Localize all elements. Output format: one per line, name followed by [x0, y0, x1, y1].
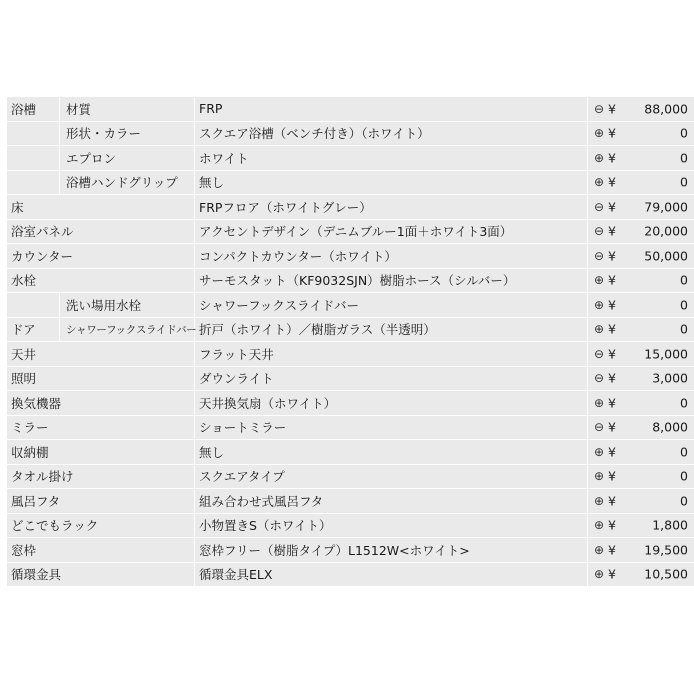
row-price: [588, 121, 694, 146]
row-price: [588, 562, 694, 587]
row-description: スクエアタイプ: [195, 464, 588, 489]
row-description: FRPフロア（ホワイトグレー）: [195, 195, 588, 220]
yen-sign: ¥: [608, 468, 616, 484]
yen-sign: ¥: [608, 370, 616, 386]
row-price: [588, 415, 694, 440]
price-amount: 1,800: [652, 517, 688, 533]
yen-sign: ¥: [608, 517, 616, 533]
circle-plus-icon: ⊕: [594, 469, 605, 484]
price-amount: 0: [680, 444, 688, 460]
circle-minus-icon: ⊖: [594, 199, 605, 214]
price-amount: 0: [680, 297, 688, 313]
row-subcategory: 形状・カラー: [60, 121, 195, 146]
row-category: タオル掛け: [7, 464, 195, 489]
row-category: [7, 121, 60, 146]
row-description: シャワーフックスライドバー: [195, 293, 588, 318]
yen-sign: ¥: [608, 101, 616, 117]
row-description: サーモスタット（KF9032SJN）樹脂ホース（シルバー）: [195, 268, 588, 293]
yen-sign: ¥: [608, 174, 616, 190]
row-description: ダウンライト: [195, 366, 588, 391]
table-row: [7, 391, 694, 416]
row-price: [588, 244, 694, 269]
price-amount: 0: [680, 493, 688, 509]
row-price: [588, 293, 694, 318]
table-row: [7, 342, 694, 367]
row-category: 照明: [7, 366, 195, 391]
row-price: [588, 464, 694, 489]
row-category: [7, 170, 60, 195]
spec-table: [7, 96, 694, 587]
circle-minus-icon: ⊖: [594, 101, 605, 116]
circle-plus-icon: ⊕: [594, 175, 605, 190]
circle-minus-icon: ⊖: [594, 224, 605, 239]
circle-plus-icon: ⊕: [594, 395, 605, 410]
price-amount: 10,500: [644, 566, 688, 582]
price-amount: 3,000: [652, 370, 688, 386]
row-price: [588, 489, 694, 514]
row-price: [588, 170, 694, 195]
row-price: [588, 317, 694, 342]
row-category: [7, 146, 60, 171]
circle-plus-icon: ⊕: [594, 150, 605, 165]
row-category: 循環金具: [7, 562, 195, 587]
row-category: 浴槽: [7, 97, 60, 122]
price-amount: 0: [680, 272, 688, 288]
row-price: [588, 342, 694, 367]
yen-sign: ¥: [608, 493, 616, 509]
row-description: 折戸（ホワイト）／樹脂ガラス（半透明）: [195, 317, 588, 342]
table-row: [7, 219, 694, 244]
row-description: 無し: [195, 440, 588, 465]
circle-minus-icon: ⊖: [594, 248, 605, 263]
circle-plus-icon: ⊕: [594, 126, 605, 141]
row-subcategory: 洗い場用水栓: [60, 293, 195, 318]
price-amount: 15,000: [644, 346, 688, 362]
yen-sign: ¥: [608, 150, 616, 166]
table-row: [7, 562, 694, 587]
circle-plus-icon: ⊕: [594, 518, 605, 533]
table-row: [7, 293, 694, 318]
row-description: ホワイト: [195, 146, 588, 171]
price-amount: 50,000: [644, 248, 688, 264]
row-category: [7, 293, 60, 318]
row-description: 循環金具ELX: [195, 562, 588, 587]
table-row: [7, 268, 694, 293]
yen-sign: ¥: [608, 395, 616, 411]
table-row: [7, 440, 694, 465]
price-amount: 88,000: [644, 101, 688, 117]
row-category: 床: [7, 195, 195, 220]
row-description: フラット天井: [195, 342, 588, 367]
yen-sign: ¥: [608, 297, 616, 313]
yen-sign: ¥: [608, 125, 616, 141]
row-description: 小物置きS（ホワイト）: [195, 513, 588, 538]
yen-sign: ¥: [608, 272, 616, 288]
row-price: [588, 97, 694, 122]
row-description: アクセントデザイン（デニムブルー1面＋ホワイト3面）: [195, 219, 588, 244]
circle-minus-icon: ⊖: [594, 346, 605, 361]
yen-sign: ¥: [608, 542, 616, 558]
row-category: カウンター: [7, 244, 195, 269]
price-amount: 79,000: [644, 199, 688, 215]
circle-minus-icon: ⊖: [594, 371, 605, 386]
circle-plus-icon: ⊕: [594, 542, 605, 557]
table-row: [7, 97, 694, 122]
price-amount: 0: [680, 321, 688, 337]
circle-plus-icon: ⊕: [594, 444, 605, 459]
price-amount: 0: [680, 395, 688, 411]
row-category: ドア: [7, 317, 60, 342]
table-row: [7, 464, 694, 489]
row-description: 天井換気扇（ホワイト）: [195, 391, 588, 416]
row-price: [588, 513, 694, 538]
row-price: [588, 440, 694, 465]
yen-sign: ¥: [608, 566, 616, 582]
yen-sign: ¥: [608, 444, 616, 460]
row-category: 浴室パネル: [7, 219, 195, 244]
row-subcategory: エプロン: [60, 146, 195, 171]
yen-sign: ¥: [608, 199, 616, 215]
row-category: ミラー: [7, 415, 195, 440]
price-amount: 8,000: [652, 419, 688, 435]
circle-plus-icon: ⊕: [594, 322, 605, 337]
row-price: [588, 146, 694, 171]
price-amount: 0: [680, 174, 688, 190]
yen-sign: ¥: [608, 248, 616, 264]
table-row: [7, 170, 694, 195]
row-price: [588, 366, 694, 391]
row-category: 換気機器: [7, 391, 195, 416]
table-row: [7, 489, 694, 514]
price-amount: 0: [680, 125, 688, 141]
price-amount: 19,500: [644, 542, 688, 558]
table-row: [7, 121, 694, 146]
row-category: 水栓: [7, 268, 195, 293]
table-row: [7, 146, 694, 171]
yen-sign: ¥: [608, 346, 616, 362]
row-price: [588, 195, 694, 220]
circle-plus-icon: ⊕: [594, 567, 605, 582]
table-row: [7, 195, 694, 220]
price-amount: 0: [680, 150, 688, 166]
table-row: [7, 366, 694, 391]
price-amount: 0: [680, 468, 688, 484]
table-row: [7, 513, 694, 538]
table-row: [7, 538, 694, 563]
row-subcategory: 材質: [60, 97, 195, 122]
row-category: どこでもラック: [7, 513, 195, 538]
row-price: [588, 219, 694, 244]
row-description: スクエア浴槽（ベンチ付き）（ホワイト）: [195, 121, 588, 146]
yen-sign: ¥: [608, 223, 616, 239]
row-description: 無し: [195, 170, 588, 195]
price-amount: 20,000: [644, 223, 688, 239]
spec-table-body: [7, 97, 694, 587]
row-price: [588, 268, 694, 293]
yen-sign: ¥: [608, 419, 616, 435]
circle-plus-icon: ⊕: [594, 273, 605, 288]
row-category: 窓枠: [7, 538, 195, 563]
row-subcategory: シャワーフックスライドバー: [60, 317, 195, 342]
row-subcategory: 浴槽ハンドグリップ: [60, 170, 195, 195]
table-row: [7, 317, 694, 342]
circle-plus-icon: ⊕: [594, 493, 605, 508]
row-price: [588, 391, 694, 416]
row-description: 組み合わせ式風呂フタ: [195, 489, 588, 514]
row-description: FRP: [195, 97, 588, 122]
row-category: 収納棚: [7, 440, 195, 465]
row-description: コンパクトカウンター（ホワイト）: [195, 244, 588, 269]
row-category: 天井: [7, 342, 195, 367]
yen-sign: ¥: [608, 321, 616, 337]
table-row: [7, 415, 694, 440]
table-row: [7, 244, 694, 269]
row-description: ショートミラー: [195, 415, 588, 440]
row-category: 風呂フタ: [7, 489, 195, 514]
row-description: 窓枠フリー（樹脂タイプ）L1512W<ホワイト>: [195, 538, 588, 563]
circle-minus-icon: ⊖: [594, 420, 605, 435]
circle-plus-icon: ⊕: [594, 297, 605, 312]
row-price: [588, 538, 694, 563]
